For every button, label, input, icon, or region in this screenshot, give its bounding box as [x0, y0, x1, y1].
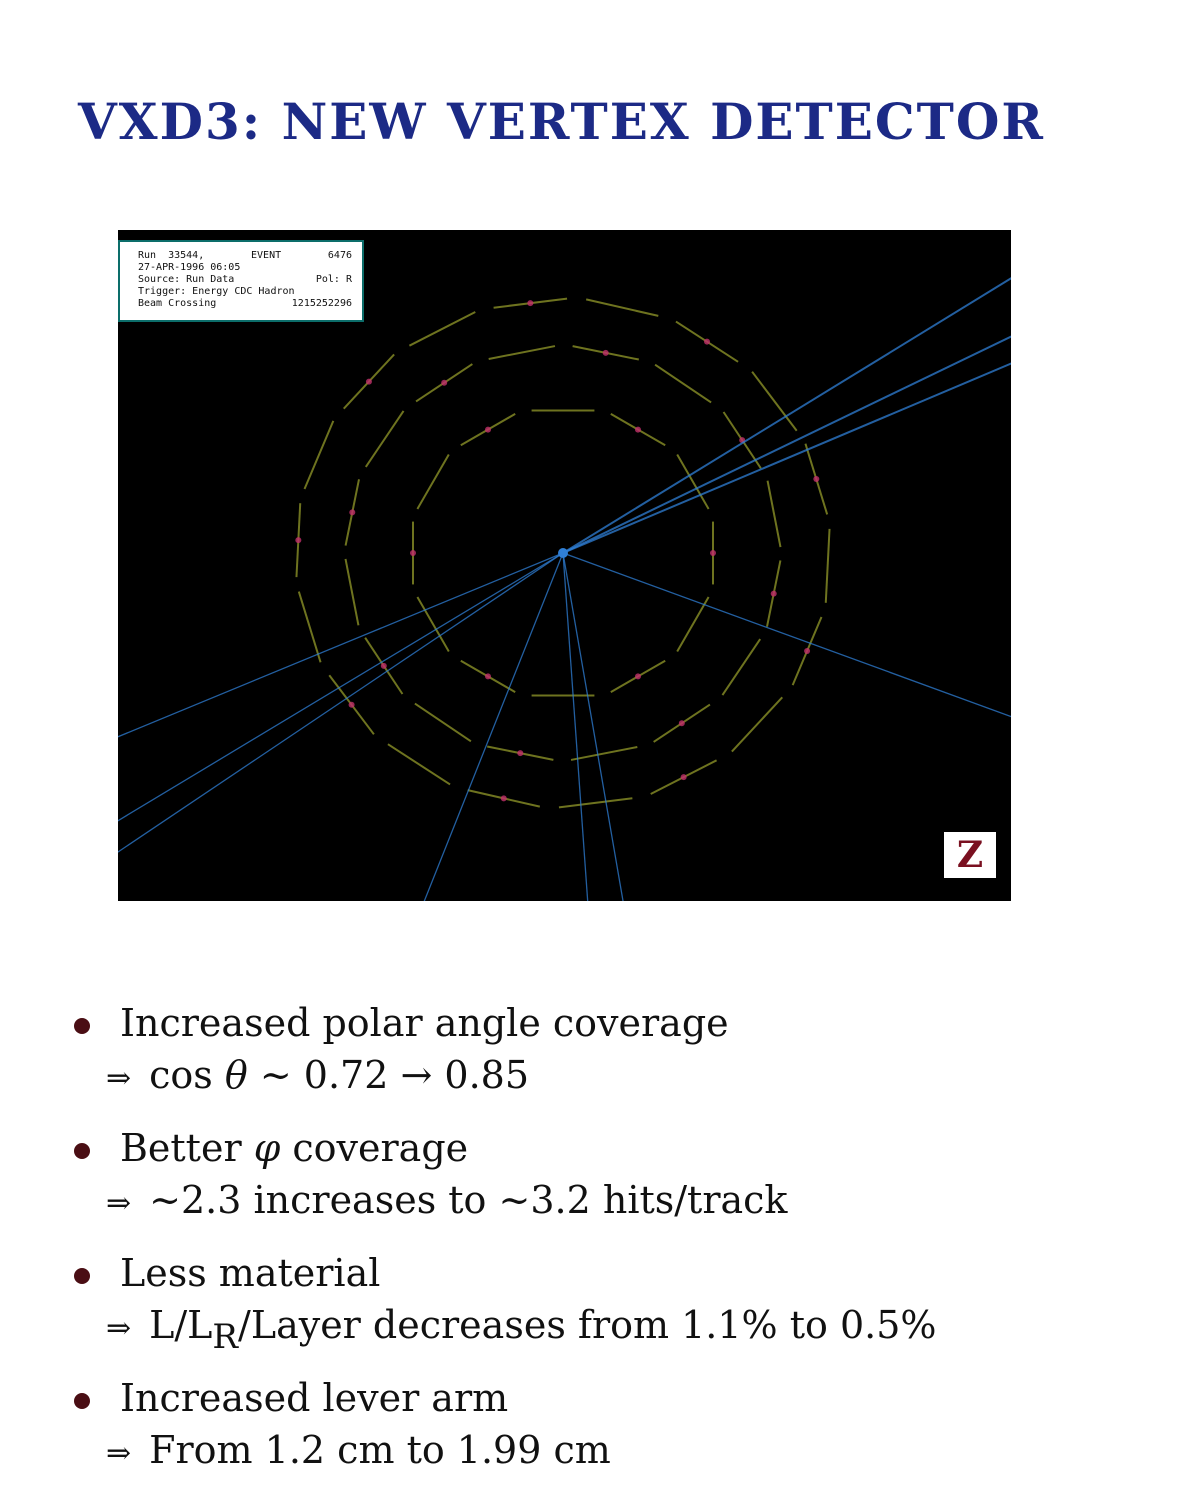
hit-marker	[681, 774, 687, 780]
detector-ladder	[409, 312, 475, 346]
event-number: 6476	[327, 250, 352, 261]
detector-ladder	[299, 592, 321, 663]
beam-crossing-label: Beam Crossing	[138, 298, 217, 309]
implies-arrow-icon: ⇒	[106, 1436, 132, 1471]
logo-glyph: Z	[956, 834, 984, 876]
hit-marker	[349, 702, 355, 708]
event-display-image	[118, 230, 1011, 901]
radiation-length-subscript: R	[212, 1317, 239, 1357]
particle-track	[563, 553, 607, 901]
bullet-detail	[106, 1300, 937, 1357]
bullet-headline: Less material	[120, 1251, 381, 1295]
detail-text: From 1.2 cm to 1.99 cm	[149, 1428, 611, 1472]
bullet-dot-icon	[74, 1393, 90, 1409]
bullet-dot-icon	[74, 1268, 90, 1284]
hit-marker	[517, 750, 523, 756]
hit-marker	[485, 673, 491, 679]
page-title: VXD3: NEW VERTEX DETECTOR	[78, 92, 1045, 151]
run-number: Run 33544,	[138, 250, 205, 261]
detector-ladder	[415, 704, 471, 742]
particle-track	[118, 553, 563, 790]
detail-text-b: ∼ 0.72 → 0.85	[247, 1053, 530, 1097]
detector-ladder	[722, 639, 760, 695]
hit-marker	[771, 591, 777, 597]
detector-ladder	[677, 597, 708, 651]
detector-ladder	[559, 798, 632, 807]
hit-marker	[603, 350, 609, 356]
particle-track	[118, 553, 563, 873]
detector-ladder	[366, 411, 404, 467]
bullet-detail	[106, 1425, 611, 1479]
info-line-beam	[138, 298, 352, 310]
bullet-dot-icon	[74, 1143, 90, 1159]
hit-marker	[366, 379, 372, 385]
detector-ladder	[768, 481, 781, 547]
detector-ladder	[417, 455, 448, 509]
hit-marker	[441, 380, 447, 386]
headline-text-b: coverage	[280, 1126, 469, 1170]
detector-ladder	[305, 421, 334, 489]
detector-ladder	[752, 372, 797, 431]
phi-symbol: φ	[253, 1126, 281, 1170]
hit-marker	[381, 663, 387, 669]
detector-ladder	[489, 346, 555, 359]
detector-event-graphic	[118, 230, 1011, 901]
info-line-run	[138, 250, 352, 262]
list-item	[70, 1123, 1070, 1248]
info-line-trigger	[138, 286, 352, 298]
feature-list	[70, 998, 1070, 1498]
detector-ladder	[655, 365, 711, 403]
hit-marker	[349, 509, 355, 515]
hit-marker	[527, 300, 533, 306]
headline-text-a: Better	[120, 1126, 254, 1170]
event-info-box	[118, 240, 364, 322]
detail-text-b: /Layer decreases from 1.1% to 0.5%	[238, 1303, 937, 1347]
detail-text-a: cos	[149, 1053, 213, 1097]
bullet-detail	[106, 1050, 529, 1104]
bullet-headline: Increased lever arm	[120, 1376, 509, 1420]
theta-symbol: θ	[224, 1053, 248, 1097]
info-line-source	[138, 274, 352, 286]
bullet-dot-icon	[74, 1018, 90, 1034]
list-item	[70, 998, 1070, 1123]
implies-arrow-icon: ⇒	[106, 1061, 132, 1096]
detector-ladder	[732, 697, 782, 751]
list-item	[70, 1373, 1070, 1498]
particle-track	[118, 553, 563, 899]
hit-marker	[635, 673, 641, 679]
hit-marker	[679, 720, 685, 726]
bullet-headline: Increased polar angle coverage	[120, 1001, 729, 1045]
hit-marker	[813, 476, 819, 482]
event-label: EVENT	[251, 250, 282, 261]
particle-track	[563, 553, 1011, 766]
bullet-headline	[120, 1123, 468, 1173]
event-source: Source: Run Data	[138, 274, 235, 285]
particle-track	[563, 553, 668, 901]
hit-marker	[710, 550, 716, 556]
hit-marker	[295, 537, 301, 543]
detector-ladder	[571, 747, 637, 760]
hit-marker	[410, 550, 416, 556]
event-polarization: Pol: R	[315, 274, 352, 285]
hit-marker	[635, 427, 641, 433]
beam-crossing-number: 1215252296	[291, 298, 352, 309]
info-line-date	[138, 262, 352, 274]
list-item	[70, 1248, 1070, 1373]
hit-marker	[704, 339, 710, 345]
particle-track	[563, 312, 1011, 553]
detector-ladder	[586, 299, 658, 316]
detector-ladder	[346, 559, 359, 625]
event-trigger: Trigger: Energy CDC Hadron	[138, 286, 295, 297]
detail-text: ∼2.3 increases to ∼3.2 hits/track	[149, 1178, 788, 1222]
detector-ladder	[388, 744, 450, 784]
detector-ladder	[677, 455, 708, 509]
detector-ladder	[826, 529, 830, 603]
bullet-detail	[106, 1175, 787, 1229]
implies-arrow-icon: ⇒	[106, 1186, 132, 1221]
hit-marker	[804, 648, 810, 654]
z-logo-icon	[944, 832, 996, 878]
event-date: 27-APR-1996 06:05	[138, 262, 241, 273]
implies-arrow-icon: ⇒	[106, 1311, 132, 1346]
hit-marker	[501, 795, 507, 801]
vertex-point	[558, 548, 568, 558]
hit-marker	[485, 427, 491, 433]
detail-text-a: L/L	[149, 1303, 213, 1347]
